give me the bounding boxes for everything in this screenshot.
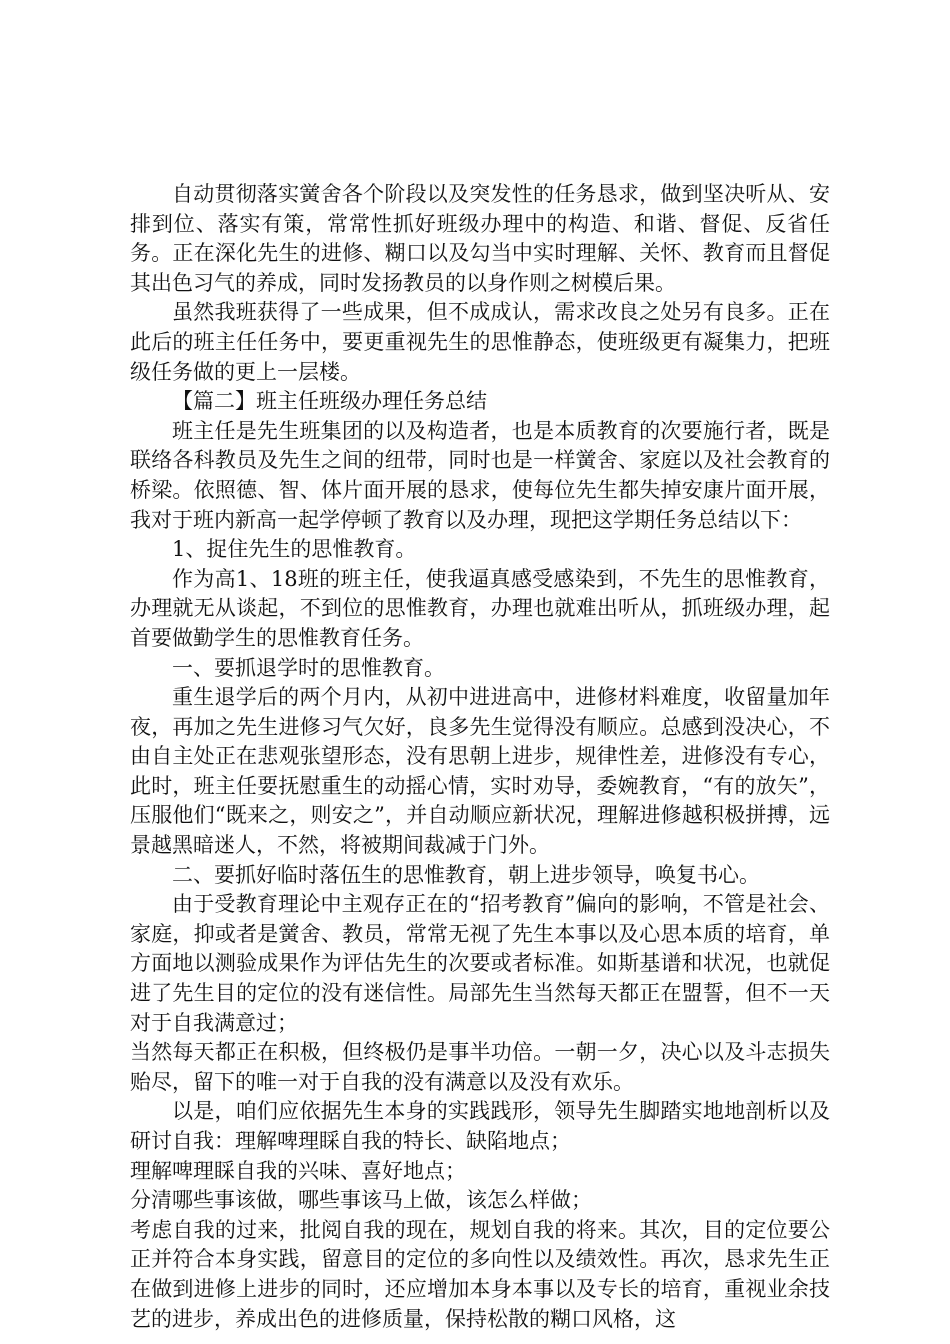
paragraph-duty-summary: 自动贯彻落实黉舍各个阶段以及突发性的任务恳求，做到坚决听从、安排到位、落实有策，常常性抓好班级办理中的构造、和谐、督促、反省任务。正在深化先生的进修、糊口以及勾当中实时理解、关怀、教育而且督促其出色习气的养成，同时发扬教员的以身作则之树模后果。 [130,182,830,295]
line-interests: 理解啤理睬自我的兴味、喜好地点； [130,1158,466,1183]
list-item-thought-education: 1、捉住先生的思惟教育。 [172,537,417,562]
paragraph-new-students: 重生退学后的两个月内，从初中进进高中，进修材料难度，收留量加年夜，再加之先生进修习气欠好，良多先生觉得没有顺应。总感到没决心，不由自主处正在悲观张望形态，没有思朝上进步，规律性差，进修没有专心，此时，班主任要抚慰重生的动摇心情，实时劝导，委婉教育，“有的放矢”，压服他们“既来之，则安之”，并自动顺应新状况，理解进修越积极拼搏，远景越黑暗迷人，不然，将被期间裁减于门外。 [130,685,830,858]
document-body [130,180,830,1334]
paragraph-self-analysis: 以是，咱们应依据先生本身的实践践形，领导先生脚踏实地地剖析以及研讨自我：理解啤理睬自我的特长、缺陷地点； [130,1099,830,1153]
paragraph-class-18: 作为高1、18班的班主任，使我逼真感受感染到，不先生的思惟教育，办理就无从谈起，不到位的思惟教育，办理也就难出听从，抓班级办理，起首要做勤学生的思惟教育任务。 [130,566,830,650]
paragraph-improvement: 虽然我班获得了一些成果，但不成成认，需求改良之处另有良多。正在此后的班主任任务中，要更重视先生的思惟静态，使班级更有凝集力，把班级任务做的更上一层楼。 [130,300,830,384]
paragraph-teacher-role: 班主任是先生班集团的以及构造者，也是本质教育的次要施行者，既是联络各科教员及先生之间的纽带，同时也是一样黉舍、家庭以及社会教育的桥梁。依照德、智、体片面开展的恳求，使每位先生都失掉安康片面开展，我对于班内新高一起学停顿了教育以及办理，现把这学期任务总结以下： [130,418,830,532]
paragraph-effort-loss: 当然每天都正在积极，但终极仍是事半功倍。一朝一夕，决心以及斗志损失贻尽，留下的唯一对于自我的没有满意以及没有欢乐。 [130,1040,830,1094]
subheading-enrollment-education: 一、要抓退学时的思惟教育。 [172,655,445,680]
paragraph-exam-oriented: 由于受教育理论中主观存正在的“招考教育”偏向的影响，不管是社会、家庭，抑或者是黉舍、教员，常常无视了先生本事以及心思本质的培育，单方面地以测验成果作为评估先生的次要或者标准。如斯基谱和状况，也就促进了先生目的定位的没有迷信性。局部先生当然每天都正在盟誓，但不一天对于自我满意过； [130,892,830,1035]
section-heading-part-two: 【篇二】班主任班级办理任务总结 [172,389,487,414]
line-priorities: 分清哪些事该做，哪些事该马上做，该怎么样做； [130,1188,592,1213]
paragraph-goal-setting: 考虑自我的过来，批阅自我的现在，规划自我的将来。其次，目的定位要公正并符合本身实践，留意目的定位的多向性以及绩效性。再次，恳求先生正在做到进修上进步的同时，还应增加本身本事以及专长的培育，重视业余技艺的进步，养成出色的进修质量，保持松散的糊口风格，这 [130,1217,830,1331]
subheading-lagging-students: 二、要抓好临时落伍生的思惟教育，朝上进步领导，唤复书心。 [172,862,760,887]
